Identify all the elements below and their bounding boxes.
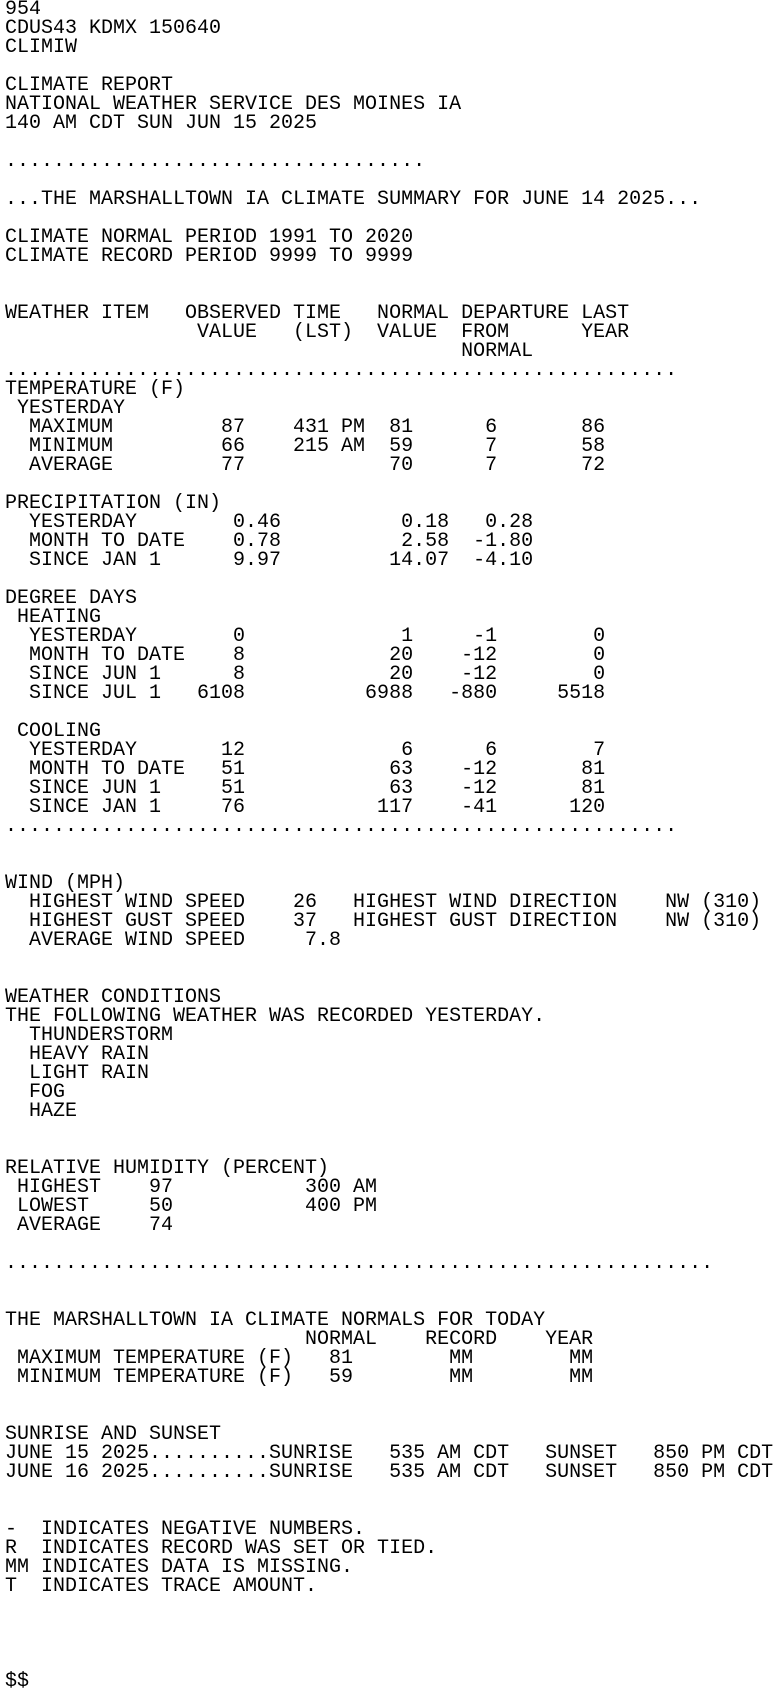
report-line: NORMAL RECORD YEAR [5,1328,594,1351]
report-line [5,1482,778,1501]
report-line: SINCE JAN 1 76 117 -41 120 [5,796,606,819]
report-line: JUNE 15 2025..........SUNRISE 535 AM CDT SUNSET 850 PM CDT [5,1442,774,1465]
report-line: YESTERDAY 0 1 -1 0 [5,625,606,648]
report-line: - INDICATES NEGATIVE NUMBERS. [5,1518,366,1541]
report-line: THE MARSHALLTOWN IA CLIMATE NORMALS FOR TODAY [5,1309,546,1332]
report-line: $$ [5,1670,30,1693]
report-line: THE FOLLOWING WEATHER WAS RECORDED YESTERDAY. [5,1005,546,1028]
report-line: MAXIMUM 87 431 PM 81 6 86 [5,416,606,439]
report-line: NORMAL [5,340,534,363]
report-line: HAZE [5,1100,78,1123]
report-line: AVERAGE 77 70 7 72 [5,454,606,477]
report-line: CLIMIW [5,36,78,59]
report-line [5,1653,778,1672]
report-line: WIND (MPH) [5,872,126,895]
report-line: JUNE 16 2025..........SUNRISE 535 AM CDT SUNSET 850 PM CDT [5,1461,774,1484]
report-line [5,836,778,855]
report-line: ...THE MARSHALLTOWN IA CLIMATE SUMMARY FOR JUNE 14 2025... [5,188,702,211]
report-line [5,266,778,285]
report-line: ................................... [5,150,426,173]
report-line: HIGHEST GUST SPEED 37 HIGHEST GUST DIRECTION NW (310) [5,910,762,933]
report-line: DEGREE DAYS [5,587,138,610]
report-line: YESTERDAY 12 6 6 7 [5,739,606,762]
report-line: SINCE JUN 1 8 20 -12 0 [5,663,606,686]
report-line: COOLING [5,720,102,743]
report-line: SINCE JAN 1 9.97 14.07 -4.10 [5,549,534,572]
report-line [5,950,778,969]
report-line: ........................................................ [5,815,678,838]
report-line: CDUS43 KDMX 150640 [5,17,222,40]
report-line: CLIMATE RECORD PERIOD 9999 TO 9999 [5,245,414,268]
report-line: AVERAGE 74 [5,1214,174,1237]
report-line: WEATHER CONDITIONS [5,986,222,1009]
report-line: AVERAGE WIND SPEED 7.8 [5,929,342,952]
report-line [5,703,778,722]
report-line: THUNDERSTORM [5,1024,174,1047]
report-line: YESTERDAY [5,397,126,420]
report-line: ........................................................ [5,359,678,382]
report-line [5,1273,778,1292]
report-line: MM INDICATES DATA IS MISSING. [5,1556,354,1579]
report-line: 954 [5,0,42,21]
report-line: RELATIVE HUMIDITY (PERCENT) [5,1157,330,1180]
report-line: SUNRISE AND SUNSET [5,1423,222,1446]
report-line: SINCE JUN 1 51 63 -12 81 [5,777,606,800]
report-line: WEATHER ITEM OBSERVED TIME NORMAL DEPARTURE LAST [5,302,630,325]
report-line: MONTH TO DATE 51 63 -12 81 [5,758,606,781]
report-line: CLIMATE NORMAL PERIOD 1991 TO 2020 [5,226,414,249]
report-line: T INDICATES TRACE AMOUNT. [5,1575,318,1598]
report-line: LOWEST 50 400 PM [5,1195,378,1218]
report-line [5,1615,778,1634]
report-line: VALUE (LST) VALUE FROM YEAR [5,321,630,344]
report-line: SINCE JUL 1 6108 6988 -880 5518 [5,682,606,705]
report-line [5,1387,778,1406]
report-line: FOG [5,1081,66,1104]
report-line: ........................................................... [5,1252,714,1275]
report-line: HEAVY RAIN [5,1043,150,1066]
report-line [5,1596,778,1615]
report-line: PRECIPITATION (IN) [5,492,222,515]
report-line: MINIMUM TEMPERATURE (F) 59 MM MM [5,1366,594,1389]
report-line [5,1634,778,1653]
report-line: HEATING [5,606,102,629]
report-line: NATIONAL WEATHER SERVICE DES MOINES IA [5,93,462,116]
report-line: LIGHT RAIN [5,1062,150,1085]
report-line: YESTERDAY 0.46 0.18 0.28 [5,511,534,534]
report-line: MAXIMUM TEMPERATURE (F) 81 MM MM [5,1347,594,1370]
report-line: MONTH TO DATE 8 20 -12 0 [5,644,606,667]
report-line: 140 AM CDT SUN JUN 15 2025 [5,112,318,135]
report-line: CLIMATE REPORT [5,74,174,97]
report-line: HIGHEST WIND SPEED 26 HIGHEST WIND DIRECTION NW (310) [5,891,762,914]
report-line: MONTH TO DATE 0.78 2.58 -1.80 [5,530,534,553]
report-line: R INDICATES RECORD WAS SET OR TIED. [5,1537,438,1560]
report-line [5,1121,778,1140]
report-line: HIGHEST 97 300 AM [5,1176,378,1199]
report-line: TEMPERATURE (F) [5,378,186,401]
report-line: MINIMUM 66 215 AM 59 7 58 [5,435,606,458]
